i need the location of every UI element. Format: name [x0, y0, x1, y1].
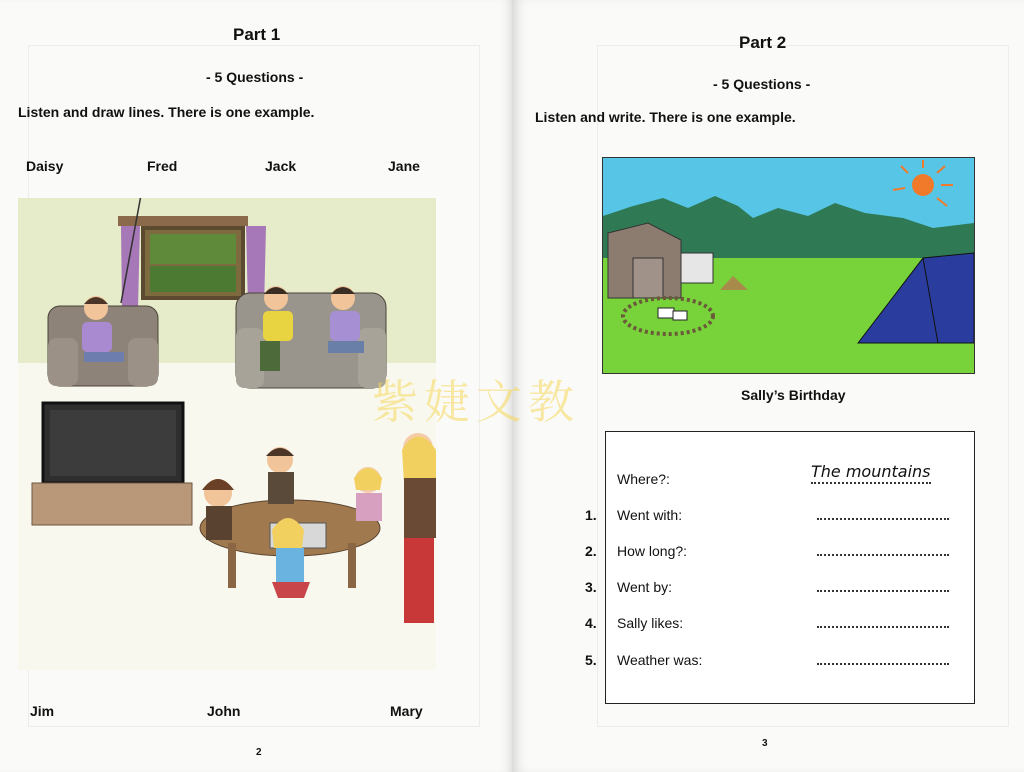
name-jack: Jack [265, 158, 297, 174]
q4-answer-line[interactable] [817, 626, 949, 628]
name-daisy: Daisy [26, 158, 64, 174]
name-john: John [207, 703, 241, 719]
picture-caption: Sally’s Birthday [741, 387, 846, 403]
q2-answer-line[interactable] [817, 554, 949, 556]
name-jane: Jane [388, 158, 420, 174]
page-number-right: 3 [762, 738, 768, 749]
part2-instruction: Listen and write. There is one example. [535, 109, 796, 125]
q3-label: Went by: [617, 579, 672, 595]
q3-number: 3. [585, 579, 597, 595]
living-room-picture [18, 198, 436, 670]
q2-label: How long?: [617, 543, 688, 559]
q5-number: 5. [585, 652, 597, 668]
name-fred: Fred [147, 158, 178, 174]
q4-number: 4. [585, 615, 597, 631]
page-number-left: 2 [256, 747, 262, 758]
part1-instruction: Listen and draw lines. There is one example. [18, 104, 315, 120]
q1-label: Went with: [617, 507, 683, 523]
q3-answer-line[interactable] [817, 590, 949, 592]
q1-number: 1. [585, 507, 597, 523]
birthday-picture [602, 157, 975, 374]
example-label: Where?: [617, 471, 670, 487]
name-mary: Mary [390, 703, 423, 719]
q5-answer-line[interactable] [817, 663, 949, 665]
example-answer: The mountains [811, 462, 931, 484]
q5-label: Weather was: [617, 652, 703, 668]
part1-questions: - 5 Questions - [206, 69, 304, 85]
name-jim: Jim [30, 703, 55, 719]
part2-title: Part 2 [739, 33, 787, 52]
q2-number: 2. [585, 543, 597, 559]
part2-questions: - 5 Questions - [713, 76, 811, 92]
watermark: 紫婕文教 [372, 375, 580, 429]
q4-label: Sally likes: [617, 615, 684, 631]
q1-answer-line[interactable] [817, 518, 949, 520]
part1-title: Part 1 [233, 25, 281, 44]
